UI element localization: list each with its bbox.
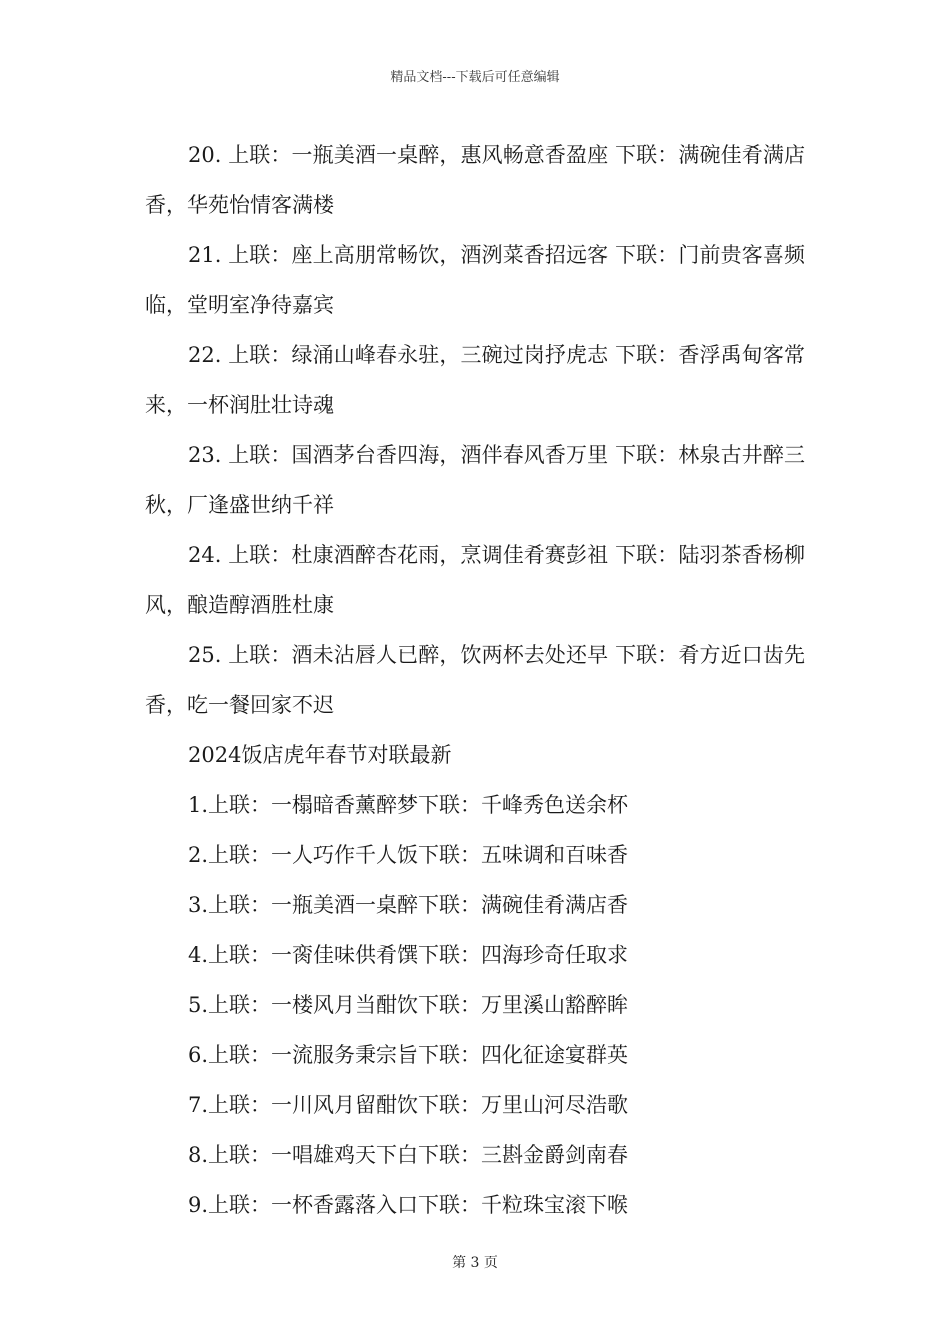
document-body xyxy=(145,130,805,1230)
new-couplet-item-4: 4.上联：一脔佳味供肴馔下联：四海珍奇任取求 xyxy=(188,943,629,967)
page-header: 精品文档---下载后可任意编辑 xyxy=(390,70,560,85)
couplet-item-21: 21. 上联：座上高朋常畅饮，酒洌菜香招远客 下联：门前贵客喜频临，堂明室净待嘉宾 xyxy=(145,243,805,317)
new-couplet-item-3: 3.上联：一瓶美酒一桌醉下联：满碗佳肴满店香 xyxy=(188,893,629,917)
section-title: 2024饭店虎年春节对联最新 xyxy=(188,743,452,767)
new-couplet-item-9: 9.上联：一杯香露落入口下联：千粒珠宝滚下喉 xyxy=(188,1193,629,1217)
new-couplet-item-6: 6.上联：一流服务秉宗旨下联：四化征途宴群英 xyxy=(188,1043,629,1067)
couplet-item-23: 23. 上联：国酒茅台香四海，酒伴春风香万里 下联：林泉古井醉三秋，厂逢盛世纳千祥 xyxy=(145,443,805,517)
couplet-item-20: 20. 上联：一瓶美酒一桌醉，惠风畅意香盈座 下联：满碗佳肴满店香，华苑怡情客满楼 xyxy=(145,143,805,217)
couplet-item-24: 24. 上联：杜康酒醉杏花雨，烹调佳肴赛彭祖 下联：陆羽茶香杨柳风，酿造醇酒胜杜康 xyxy=(145,543,805,617)
new-couplet-item-5: 5.上联：一楼风月当酣饮下联：万里溪山豁醉眸 xyxy=(188,993,629,1017)
new-couplet-item-1: 1.上联：一榻暗香薰醉梦下联：千峰秀色送余杯 xyxy=(188,793,629,817)
couplet-item-22: 22. 上联：绿涌山峰春永驻，三碗过岗抒虎志 下联：香浮禹甸客常来，一杯润肚壮诗魂 xyxy=(145,343,805,417)
new-couplet-item-2: 2.上联：一人巧作千人饭下联：五味调和百味香 xyxy=(188,843,629,867)
new-couplet-item-8: 8.上联：一唱雄鸡天下白下联：三斟金爵剑南春 xyxy=(188,1143,629,1167)
couplet-item-25: 25. 上联：酒未沾唇人已醉，饮两杯去处还早 下联：肴方近口齿先香，吃一餐回家不迟 xyxy=(145,643,805,717)
page-number: 第 3 页 xyxy=(452,1255,498,1271)
new-couplet-item-7: 7.上联：一川风月留酣饮下联：万里山河尽浩歌 xyxy=(188,1093,629,1117)
